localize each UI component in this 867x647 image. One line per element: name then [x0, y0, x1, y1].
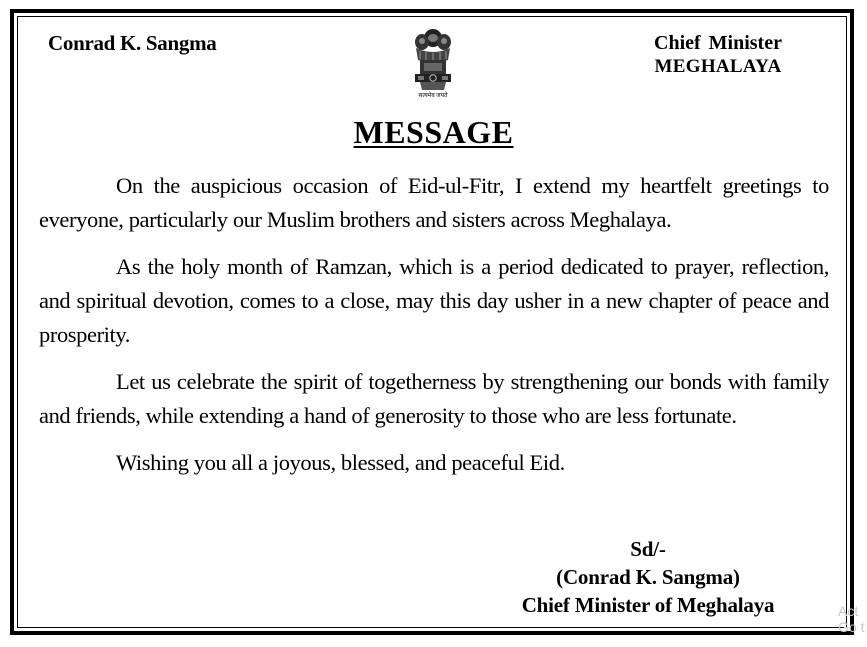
signature-sd: Sd/- [630, 537, 666, 561]
signature-block [490, 535, 806, 619]
emblem-motto: सत्यमेव जयते [418, 93, 448, 99]
paragraph: As the holy month of Ramzan, which is a period dedicated to prayer, reflection, and spiritual devotion, comes to a close, may this day usher in a new chapter of peace and prosperity. [39, 254, 829, 347]
watermark-line2: Go t [838, 619, 865, 635]
designation-state: MEGHALAYA [654, 56, 782, 77]
activation-watermark [838, 603, 867, 635]
message-body [39, 169, 829, 493]
author-name: Conrad K. Sangma [48, 31, 217, 55]
signature-title: Chief Minister of Meghalaya [521, 593, 775, 617]
message-title: MESSAGE [353, 114, 514, 150]
signature-name: (Conrad K. Sangma) [556, 565, 740, 589]
designation-title: Chief Minister [654, 32, 782, 54]
paragraph: Wishing you all a joyous, blessed, and peaceful Eid. [116, 450, 565, 475]
watermark-line1: Act [838, 603, 859, 619]
paragraph: On the auspicious occasion of Eid-ul-Fitr, I extend my heartfelt greetings to everyone, particularly our Muslim brothers and sisters across Meghalaya. [39, 173, 829, 232]
designation-block [630, 31, 806, 79]
paragraph: Let us celebrate the spirit of togetherness by strengthening our bonds with family and friends, while extending a hand of generosity to those who are less fortunate. [39, 369, 829, 428]
